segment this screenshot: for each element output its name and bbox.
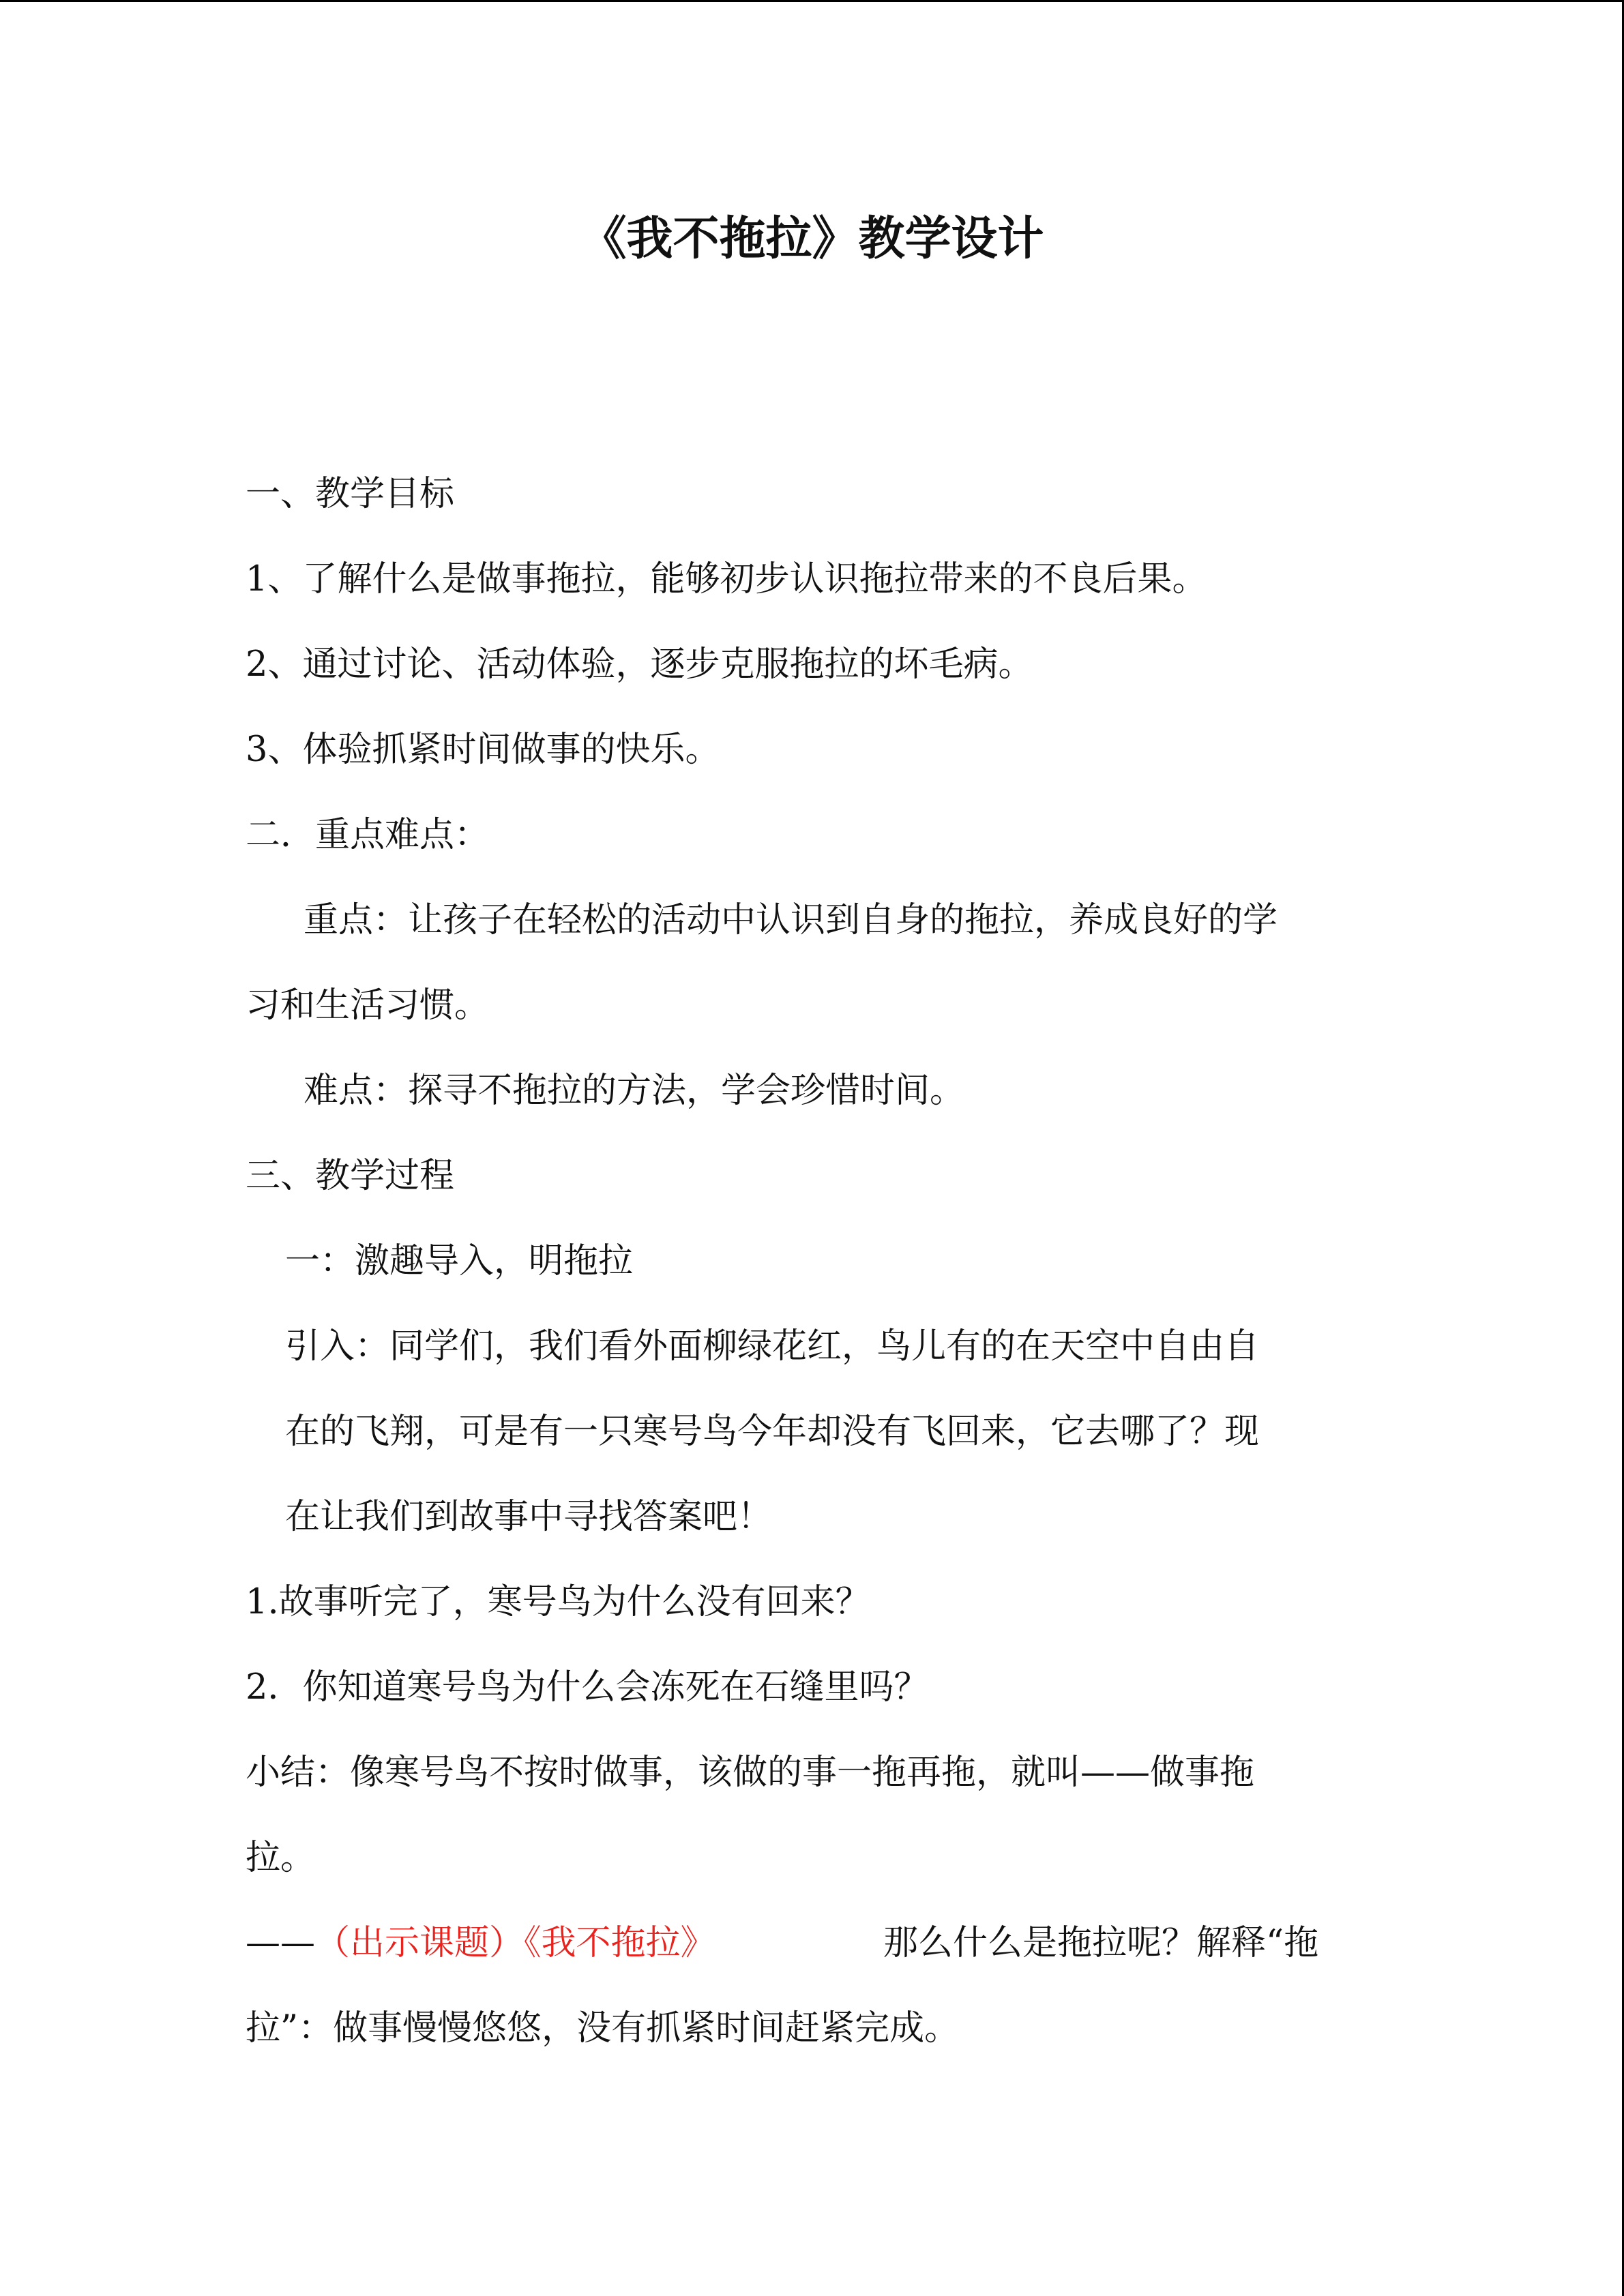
question-1: 1.故事听完了，寒号鸟为什么没有回来？ — [246, 1582, 870, 1622]
summary-line-1: 小结：像寒号鸟不按时做事，该做的事一拖再拖，就叫——做事拖 — [246, 1753, 1255, 1793]
topic-dash: —— — [246, 1923, 315, 1963]
objective-item-3: 3、体验抓紧时间做事的快乐。 — [246, 730, 720, 770]
summary-line-2: 拉。 — [246, 1838, 316, 1878]
topic-line — [246, 1920, 715, 1967]
section-heading-process: 三、教学过程 — [246, 1156, 455, 1196]
intro-line-3: 在让我们到故事中寻找答案吧！ — [285, 1497, 773, 1537]
key-point-line-2: 习和生活习惯。 — [246, 985, 490, 1026]
topic-title-highlight: （出示课题）《我不拖拉》 — [315, 1923, 715, 1963]
step1-heading: 一：激趣导入，明拖拉 — [285, 1241, 634, 1281]
objective-item-2: 2、通过讨论、活动体验，逐步克服拖拉的坏毛病。 — [246, 644, 1033, 685]
explain-line: 拉”：做事慢慢悠悠，没有抓紧时间赶紧完成。 — [246, 2008, 960, 2048]
page-top-border — [0, 0, 1624, 2]
difficulty-point: 难点：探寻不拖拉的方法，学会珍惜时间。 — [304, 1071, 965, 1111]
section-heading-objectives: 一、教学目标 — [246, 474, 455, 514]
document-title: 《我不拖拉》教学设计 — [580, 211, 1044, 266]
key-point-line-1: 重点：让孩子在轻松的活动中认识到自身的拖拉，养成良好的学 — [304, 900, 1278, 940]
intro-line-2: 在的飞翔，可是有一只寒号鸟今年却没有飞回来，它去哪了？现 — [285, 1412, 1260, 1452]
topic-question: 那么什么是拖拉呢？解释“拖 — [883, 1923, 1319, 1963]
objective-item-1: 1、了解什么是做事拖拉，能够初步认识拖拉带来的不良后果。 — [246, 559, 1207, 599]
section-heading-key-points: 二．重点难点： — [246, 815, 490, 855]
question-2: 2．你知道寒号鸟为什么会冻死在石缝里吗？ — [246, 1667, 929, 1708]
intro-line-1: 引入：同学们，我们看外面柳绿花红，鸟儿有的在天空中自由自 — [285, 1326, 1260, 1367]
